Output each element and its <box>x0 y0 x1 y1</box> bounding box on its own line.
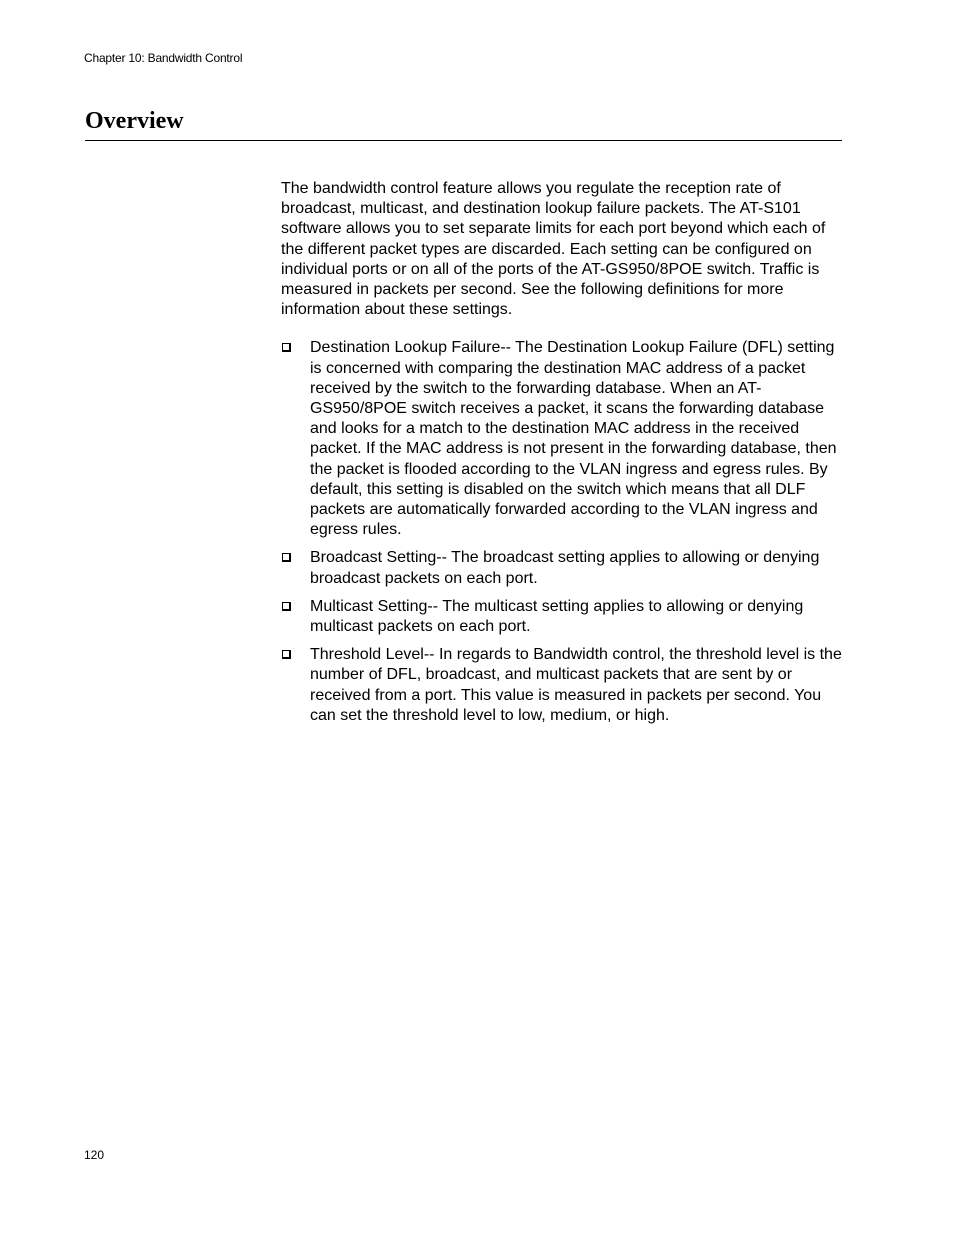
running-header: Chapter 10: Bandwidth Control <box>84 51 243 65</box>
list-item-broadcast-setting <box>281 548 844 588</box>
checkbox-bullet-icon <box>282 553 291 562</box>
section-title: Overview <box>85 108 184 134</box>
list-item-multicast-setting <box>281 597 844 637</box>
checkbox-bullet-icon <box>282 343 291 352</box>
list-item-destination-lookup-failure <box>281 338 844 540</box>
list-item-text: Threshold Level-- In regards to Bandwidth control, the threshold level is the number of DFL, broadcast, and multicast packets that are sent by or received from a port. This value is measured in packets per second. You can set the threshold level to low, medium, or high. <box>310 646 842 724</box>
title-rule <box>85 140 842 141</box>
list-item-threshold-level <box>281 645 844 726</box>
body-text <box>281 179 844 734</box>
intro-paragraph: The bandwidth control feature allows you regulate the reception rate of broadcast, multicast, and destination lookup failure packets. The AT-S101 software allows you to set separate limits for each port beyond which each of the different packet types are discarded. Each setting can be configured on individual ports or on all of the ports of the AT-GS950/8POE switch. Traffic is measured in packets per second. See the following definitions for more information about these settings. <box>281 180 826 319</box>
checkbox-bullet-icon <box>282 650 291 659</box>
list-item-text: Destination Lookup Failure-- The Destination Lookup Failure (DFL) setting is concerned with comparing the destination MAC address of a packet received by the switch to the forwarding database. When an AT-GS950/8POE switch receives a packet, it scans the forwarding database and looks for a match to the destination MAC address in the received packet. If the MAC address is not present in the forwarding database, then the packet is flooded according to the VLAN ingress and egress rules. By default, this setting is disabled on the switch which means that all DLF packets are automatically forwarded according to the VLAN ingress and egress rules. <box>310 339 837 539</box>
list-item-text: Multicast Setting-- The multicast setting applies to allowing or denying multicast packets on each port. <box>310 597 804 636</box>
list-item-text: Broadcast Setting-- The broadcast setting applies to allowing or denying broadcast packets on each port. <box>310 549 820 587</box>
page-number: 120 <box>84 1148 105 1162</box>
checkbox-bullet-icon <box>282 602 291 611</box>
definition-list <box>281 338 844 726</box>
